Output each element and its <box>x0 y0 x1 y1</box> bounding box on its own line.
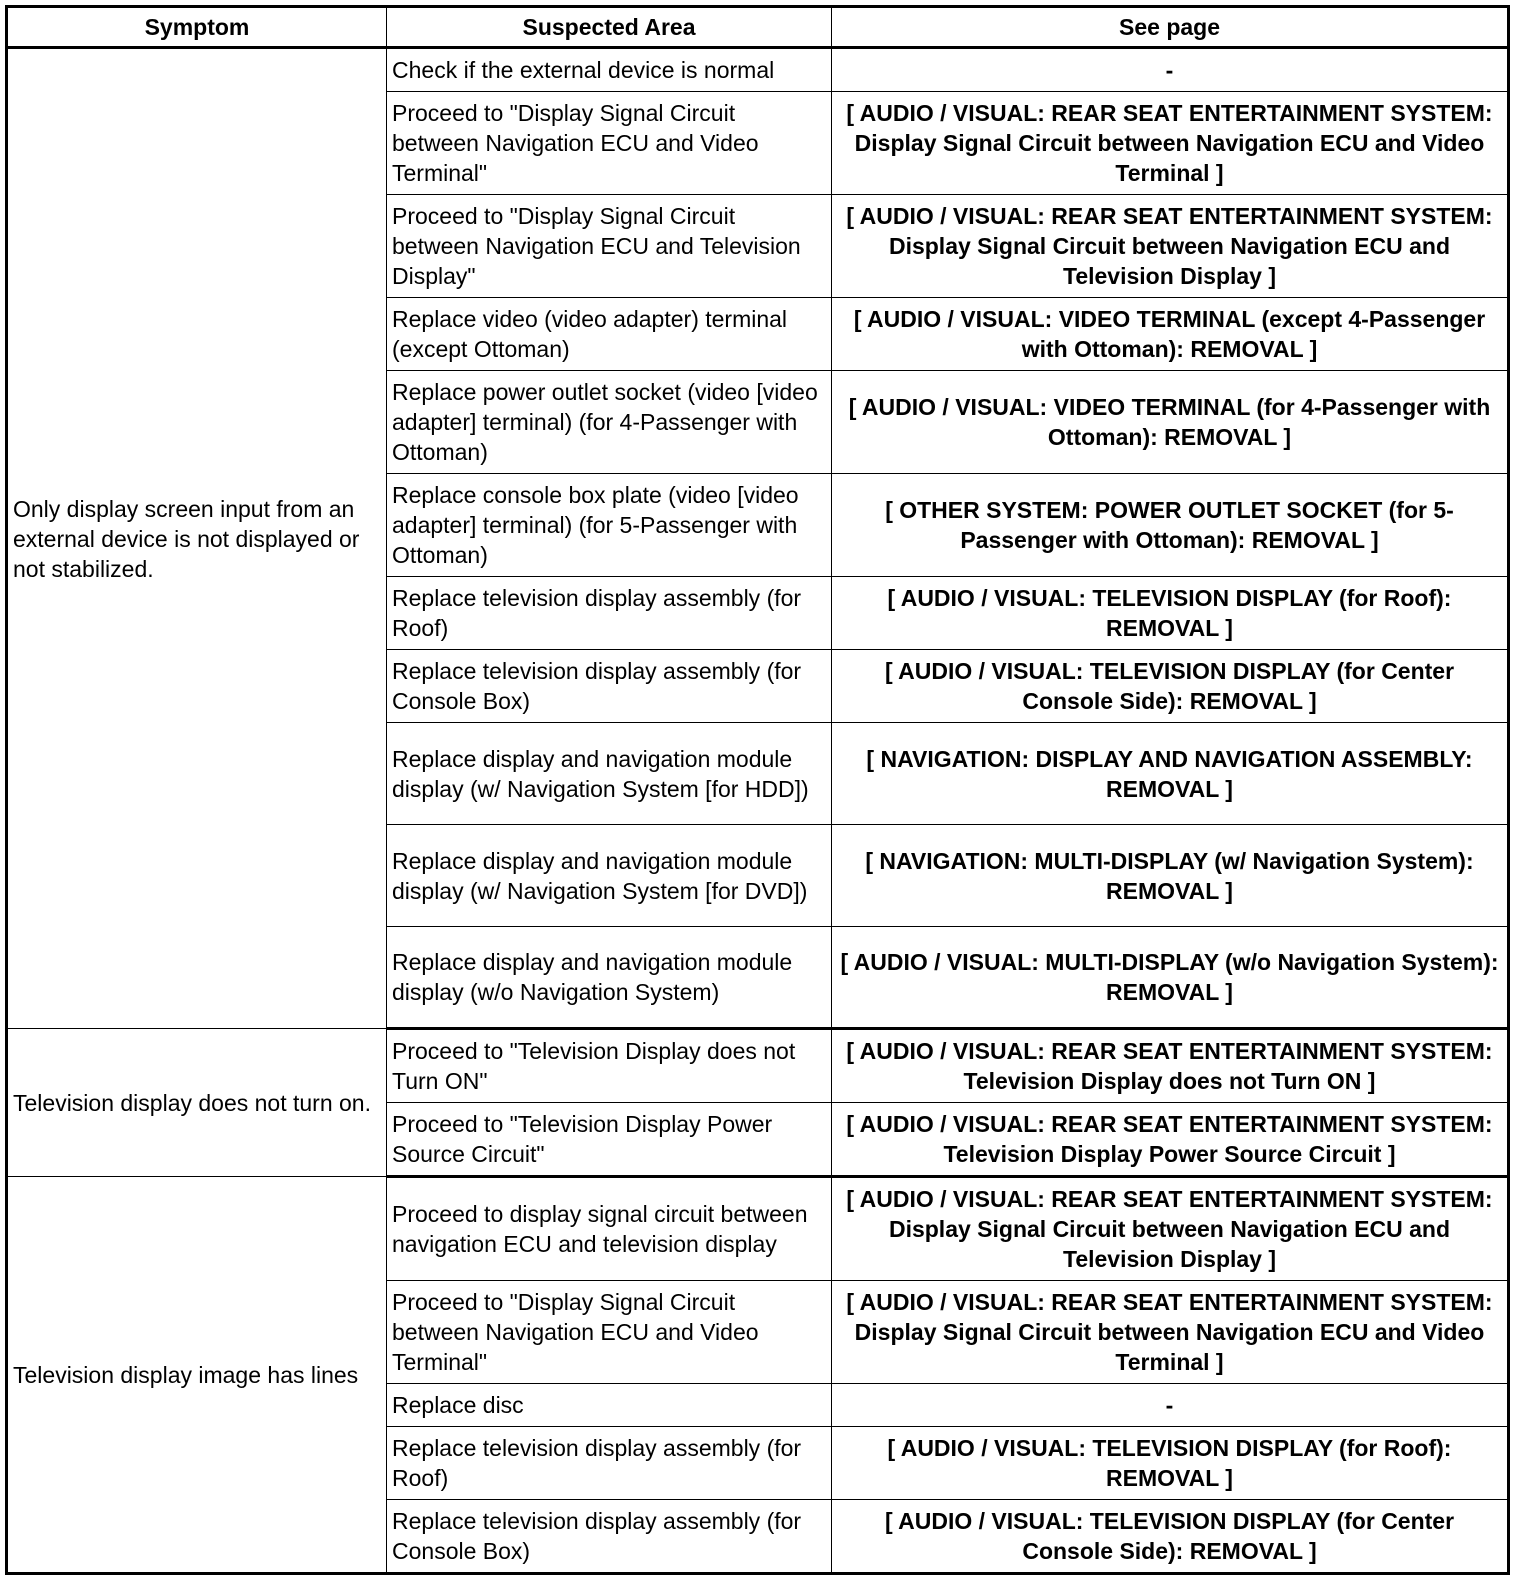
see-page-cell: [ AUDIO / VISUAL: REAR SEAT ENTERTAINMENT SYSTEM: Television Display Power Source Circuit ] <box>832 1103 1509 1177</box>
header-symptom: Symptom <box>7 7 387 48</box>
header-see-page: See page <box>832 7 1509 48</box>
suspected-area-cell: Replace console box plate (video [video adapter] terminal) (for 5-Passenger with Ottoman) <box>387 474 832 577</box>
suspected-area-cell: Replace television display assembly (for Roof) <box>387 577 832 650</box>
see-page-cell: [ AUDIO / VISUAL: VIDEO TERMINAL (for 4-Passenger with Ottoman): REMOVAL ] <box>832 371 1509 474</box>
see-page-cell: [ AUDIO / VISUAL: REAR SEAT ENTERTAINMENT SYSTEM: Display Signal Circuit between Navigation ECU and Video Terminal ] <box>832 1281 1509 1384</box>
see-page-cell: [ NAVIGATION: DISPLAY AND NAVIGATION ASSEMBLY: REMOVAL ] <box>832 723 1509 825</box>
suspected-area-cell: Replace video (video adapter) terminal (except Ottoman) <box>387 298 832 371</box>
see-page-cell: [ AUDIO / VISUAL: MULTI-DISPLAY (w/o Navigation System): REMOVAL ] <box>832 927 1509 1029</box>
header-row <box>7 7 1509 48</box>
suspected-area-cell: Replace display and navigation module display (w/ Navigation System [for HDD]) <box>387 723 832 825</box>
suspected-area-cell: Replace disc <box>387 1384 832 1427</box>
see-page-cell: [ OTHER SYSTEM: POWER OUTLET SOCKET (for 5-Passenger with Ottoman): REMOVAL ] <box>832 474 1509 577</box>
suspected-area-cell: Replace power outlet socket (video [video adapter] terminal) (for 4-Passenger with Ottoman) <box>387 371 832 474</box>
symptom-cell: Television display image has lines <box>7 1177 387 1574</box>
suspected-area-cell: Proceed to "Display Signal Circuit between Navigation ECU and Video Terminal" <box>387 92 832 195</box>
table-row <box>7 48 1509 92</box>
see-page-cell: - <box>832 48 1509 92</box>
suspected-area-cell: Proceed to "Display Signal Circuit between Navigation ECU and Video Terminal" <box>387 1281 832 1384</box>
symptom-cell: Television display does not turn on. <box>7 1029 387 1177</box>
suspected-area-cell: Replace display and navigation module display (w/ Navigation System [for DVD]) <box>387 825 832 927</box>
header-suspected-area: Suspected Area <box>387 7 832 48</box>
see-page-cell: [ AUDIO / VISUAL: REAR SEAT ENTERTAINMENT SYSTEM: Television Display does not Turn ON ] <box>832 1029 1509 1103</box>
see-page-cell: [ AUDIO / VISUAL: TELEVISION DISPLAY (for Roof): REMOVAL ] <box>832 577 1509 650</box>
see-page-cell: - <box>832 1384 1509 1427</box>
suspected-area-cell: Proceed to "Television Display Power Source Circuit" <box>387 1103 832 1177</box>
see-page-cell: [ AUDIO / VISUAL: VIDEO TERMINAL (except 4-Passenger with Ottoman): REMOVAL ] <box>832 298 1509 371</box>
suspected-area-cell: Proceed to "Television Display does not Turn ON" <box>387 1029 832 1103</box>
suspected-area-cell: Proceed to display signal circuit between navigation ECU and television display <box>387 1177 832 1281</box>
suspected-area-cell: Replace display and navigation module display (w/o Navigation System) <box>387 927 832 1029</box>
suspected-area-cell: Replace television display assembly (for Console Box) <box>387 650 832 723</box>
suspected-area-cell: Replace television display assembly (for Roof) <box>387 1427 832 1500</box>
see-page-cell: [ AUDIO / VISUAL: REAR SEAT ENTERTAINMENT SYSTEM: Display Signal Circuit between Navigation ECU and Television Display ] <box>832 1177 1509 1281</box>
see-page-cell: [ AUDIO / VISUAL: REAR SEAT ENTERTAINMENT SYSTEM: Display Signal Circuit between Navigation ECU and Video Terminal ] <box>832 92 1509 195</box>
suspected-area-cell: Proceed to "Display Signal Circuit between Navigation ECU and Television Display" <box>387 195 832 298</box>
see-page-cell: [ NAVIGATION: MULTI-DISPLAY (w/ Navigation System): REMOVAL ] <box>832 825 1509 927</box>
suspected-area-cell: Replace television display assembly (for Console Box) <box>387 1500 832 1574</box>
symptom-table <box>5 5 1510 1575</box>
suspected-area-cell: Check if the external device is normal <box>387 48 832 92</box>
symptom-cell: Only display screen input from an external device is not displayed or not stabilized. <box>7 48 387 1029</box>
table-row <box>7 1177 1509 1281</box>
see-page-cell: [ AUDIO / VISUAL: TELEVISION DISPLAY (for Center Console Side): REMOVAL ] <box>832 650 1509 723</box>
see-page-cell: [ AUDIO / VISUAL: TELEVISION DISPLAY (for Roof): REMOVAL ] <box>832 1427 1509 1500</box>
see-page-cell: [ AUDIO / VISUAL: REAR SEAT ENTERTAINMENT SYSTEM: Display Signal Circuit between Navigation ECU and Television Display ] <box>832 195 1509 298</box>
table-body <box>7 48 1509 1574</box>
table-row <box>7 1029 1509 1103</box>
see-page-cell: [ AUDIO / VISUAL: TELEVISION DISPLAY (for Center Console Side): REMOVAL ] <box>832 1500 1509 1574</box>
